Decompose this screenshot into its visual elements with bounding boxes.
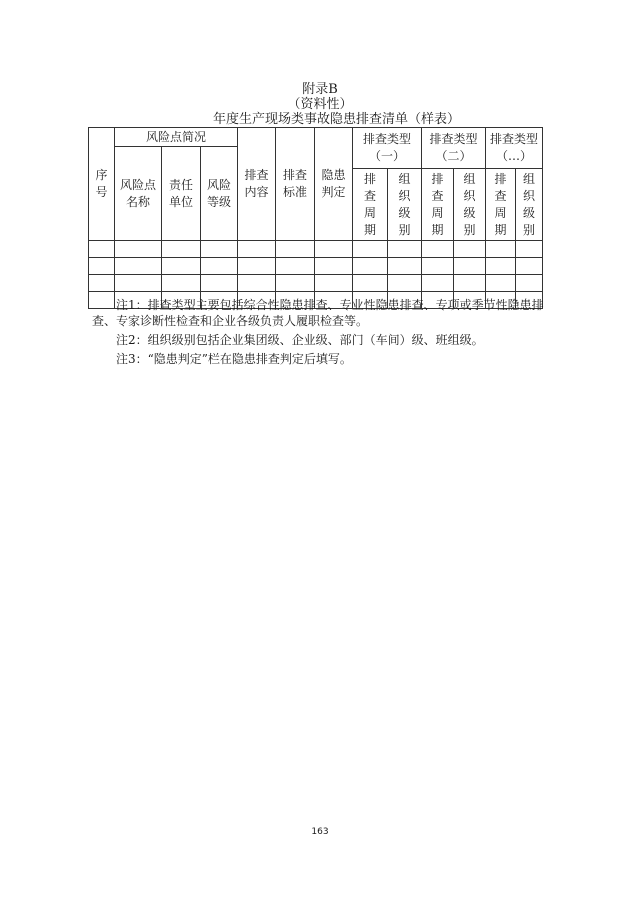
table-cell[interactable] [422, 258, 454, 275]
table-cell[interactable] [201, 241, 238, 258]
table-cell[interactable] [89, 275, 115, 292]
header-period-1: 排查周期 [353, 169, 388, 241]
header-type-2: 排查类型（二） [422, 128, 486, 169]
table-cell[interactable] [486, 241, 516, 258]
header-seq: 序号 [89, 128, 115, 241]
table-cell[interactable] [353, 275, 388, 292]
header-period-2: 排查周期 [422, 169, 454, 241]
header-hazard-judgment: 隐患判定 [315, 128, 353, 241]
table-cell[interactable] [276, 258, 315, 275]
header-org-level-3: 组织级别 [516, 169, 543, 241]
table-cell[interactable] [422, 275, 454, 292]
table-cell[interactable] [162, 258, 201, 275]
table-row [89, 241, 543, 258]
table-cell[interactable] [201, 275, 238, 292]
header-risk-name: 风险点名称 [115, 147, 162, 241]
table-cell[interactable] [454, 275, 486, 292]
header-risk-group: 风险点简况 [115, 128, 238, 147]
header-check-content: 排查内容 [238, 128, 276, 241]
table-cell[interactable] [115, 275, 162, 292]
table-cell[interactable] [516, 258, 543, 275]
note-3: 注3：“隐患判定”栏在隐患排查判定后填写。 [116, 352, 352, 366]
table-cell[interactable] [276, 241, 315, 258]
table-cell[interactable] [89, 241, 115, 258]
table-cell[interactable] [238, 241, 276, 258]
table-cell[interactable] [486, 275, 516, 292]
appendix-nature: （资料性） [287, 97, 353, 112]
header-type-1: 排查类型（一） [353, 128, 422, 169]
table-cell[interactable] [388, 241, 422, 258]
table-cell[interactable] [454, 241, 486, 258]
table-cell[interactable] [353, 241, 388, 258]
table-cell[interactable] [388, 275, 422, 292]
form-title-text: 年度生产现场类事故隐患排查清单（样表） [212, 112, 460, 127]
table-cell[interactable] [486, 258, 516, 275]
header-type-3: 排查类型（…） [486, 128, 543, 169]
table-cell[interactable] [115, 241, 162, 258]
table-cell[interactable] [162, 241, 201, 258]
table-cell[interactable] [315, 241, 353, 258]
form-title [0, 112, 640, 128]
table-cell[interactable] [89, 258, 115, 275]
hazard-checklist-table [88, 127, 543, 309]
note-2: 注2：组织级别包括企业集团级、企业级、部门（车间）级、班组级。 [116, 333, 484, 347]
table-cell[interactable] [315, 275, 353, 292]
table-cell[interactable] [238, 275, 276, 292]
table-cell[interactable] [388, 258, 422, 275]
table-cell[interactable] [276, 275, 315, 292]
appendix-label: 附录B [302, 82, 338, 97]
page-number: 163 [311, 827, 329, 837]
note-1: 注1：排查类型主要包括综合性隐患排查、专业性隐患排查、专项或季节性隐患排查、专家诊断性检查和企业各级负责人履职检查等。 [92, 298, 544, 328]
table-cell[interactable] [454, 258, 486, 275]
table-cell[interactable] [516, 275, 543, 292]
table-cell[interactable] [315, 258, 353, 275]
year-blank[interactable] [180, 114, 212, 128]
header-org-level-1: 组织级别 [388, 169, 422, 241]
table-row [89, 258, 543, 275]
header-check-standard: 排查标准 [276, 128, 315, 241]
header-period-3: 排查周期 [486, 169, 516, 241]
table-cell[interactable] [238, 258, 276, 275]
table-cell[interactable] [516, 241, 543, 258]
table-cell[interactable] [201, 258, 238, 275]
table-cell[interactable] [353, 258, 388, 275]
table-cell[interactable] [162, 275, 201, 292]
header-resp-unit: 责任单位 [162, 147, 201, 241]
header-org-level-2: 组织级别 [454, 169, 486, 241]
table-row [89, 275, 543, 292]
header-risk-level: 风险等级 [201, 147, 238, 241]
table-cell[interactable] [422, 241, 454, 258]
table-cell[interactable] [115, 258, 162, 275]
